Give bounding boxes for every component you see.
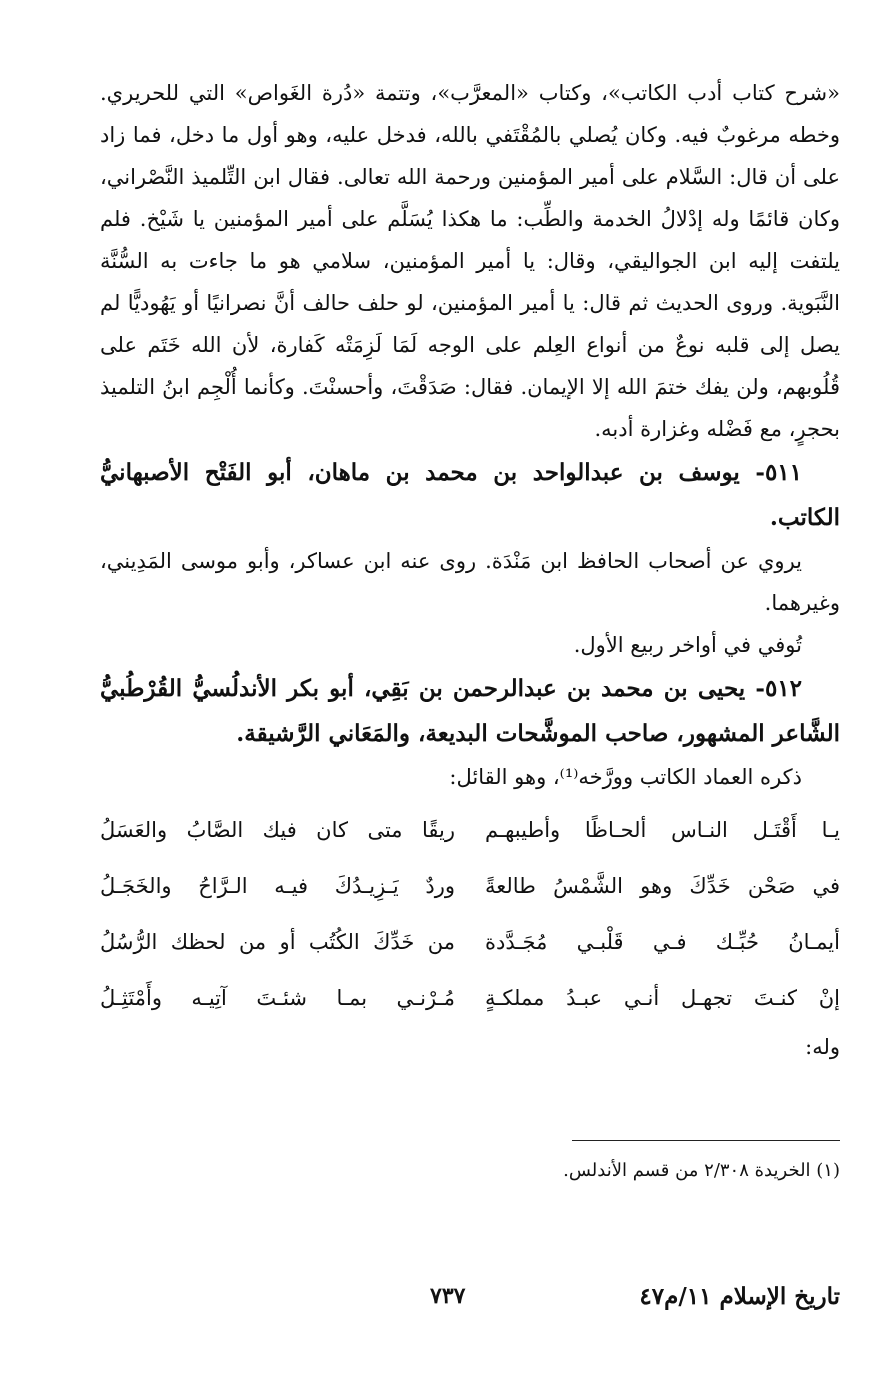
poem-verse (100, 914, 840, 970)
poem-verse (100, 802, 840, 858)
poem-verse (100, 970, 840, 1026)
verse-first-hemistich: إنْ كنـتَ تجهـل أنـي عبـدُ مملكـةٍ (485, 986, 840, 1010)
biography-entry-512: ٥١٢- يحيى بن محمد بن عبدالرحمن بن بَقِي، أبو بكر الأندلُسيُّ القُرْطُبيُّ الشَّاعر المشهور، صاحب الموشَّحات البديعة، والمَعَاني الرَّشيقة. (100, 675, 840, 747)
paragraph-1: «شرح كتاب أدب الكاتب»، وكتاب «المعرَّب»، وتتمة «دُرة الغَواص» التي للحريري. وخطه مرغوبٌ فيه. وكان يُصلي بالمُقْتَفي بالله، فدخل عليه، وهو أول ما دخل، فما زاد على أن قال: السَّلام على أمير المؤمنين ورحمة الله تعالى. فقال ابن التِّلميذ النَّصْراني، وكان قائمًا وله إدْلالُ الخدمة والطِّب: ما هكذا يُسَلَّم على أمير المؤمنين يا شَيْخ. فلم يلتفت إليه ابن الجواليقي، وقال: يا أمير المؤمنين، سلامي هو ما جاءت به السُّنَّة النَّبَوية. وروى الحديث ثم قال: يا أمير المؤمنين، لو حلف حالف أنَّ نصرانيًا أو يَهُوديًّا لم يصل إلى قلبه نوعٌ من أنواع العِلم على الوجه لَمَا لَزِمَتْه كَفارة، لأن الله خَتَم على قُلُوبهم، ولن يفك ختمَ الله إلا الإيمان. فقال: صَدَقْتَ، وأحسنْتَ. وكأنما أُلْجِم ابنُ التلميذ بحجرٍ، مع فَضْله وغزارة أدبه. (100, 81, 840, 441)
footnote-divider (572, 1140, 840, 1141)
page-body (100, 72, 840, 1068)
paragraph-2: يروي عن أصحاب الحافظ ابن مَنْدَة. روى عنه ابن عساكر، وأبو موسى المَدِيني، وغيرهما. (100, 549, 840, 615)
verse-first-hemistich: أيمـانُ حُبِّـك فـي قَلْبـي مُجَـدَّدة (485, 930, 840, 954)
footer-book-title: تاريخ الإسلام ١١/م٤٧ (639, 1283, 840, 1310)
paragraph-4: ذكره العماد الكاتب وورَّخه⁽¹⁾، وهو القائل: (449, 765, 802, 789)
verse-second-hemistich: من خَدِّكَ الكُتُب أو من لحظك الرُّسُلُ (100, 930, 455, 954)
verse-second-hemistich: وردٌ يَـزِيـدُكَ فيـه الـرَّاحُ والخَجَـلُ (100, 874, 455, 898)
poem-verse (100, 858, 840, 914)
paragraph-3: تُوفي في أواخر ربيع الأول. (573, 633, 802, 657)
verse-second-hemistich: ريقًا متى كان فيك الصَّابُ والعَسَلُ (100, 818, 455, 842)
page-number: ٧٣٧ (430, 1283, 466, 1309)
verse-second-hemistich: مُـرْنـي بمـا شئـتَ آتِيـه وأَمْتَثِـلُ (100, 986, 455, 1010)
verse-first-hemistich: في صَحْن خَدِّكَ وهو الشَّمْسُ طالعةً (485, 874, 840, 898)
footnote: (١) الخريدة ٢/٣٠٨ من قسم الأندلس. (563, 1160, 840, 1181)
biography-entry-511: ٥١١- يوسف بن عبدالواحد بن محمد بن ماهان، أبو الفَتْح الأصبهانيُّ الكاتب. (100, 459, 840, 531)
poem (100, 802, 840, 1026)
verse-first-hemistich: يـا أَقْتَـل النـاس ألحـاظًا وأطيبهـم (485, 818, 840, 842)
paragraph-5: وله: (805, 1035, 840, 1059)
